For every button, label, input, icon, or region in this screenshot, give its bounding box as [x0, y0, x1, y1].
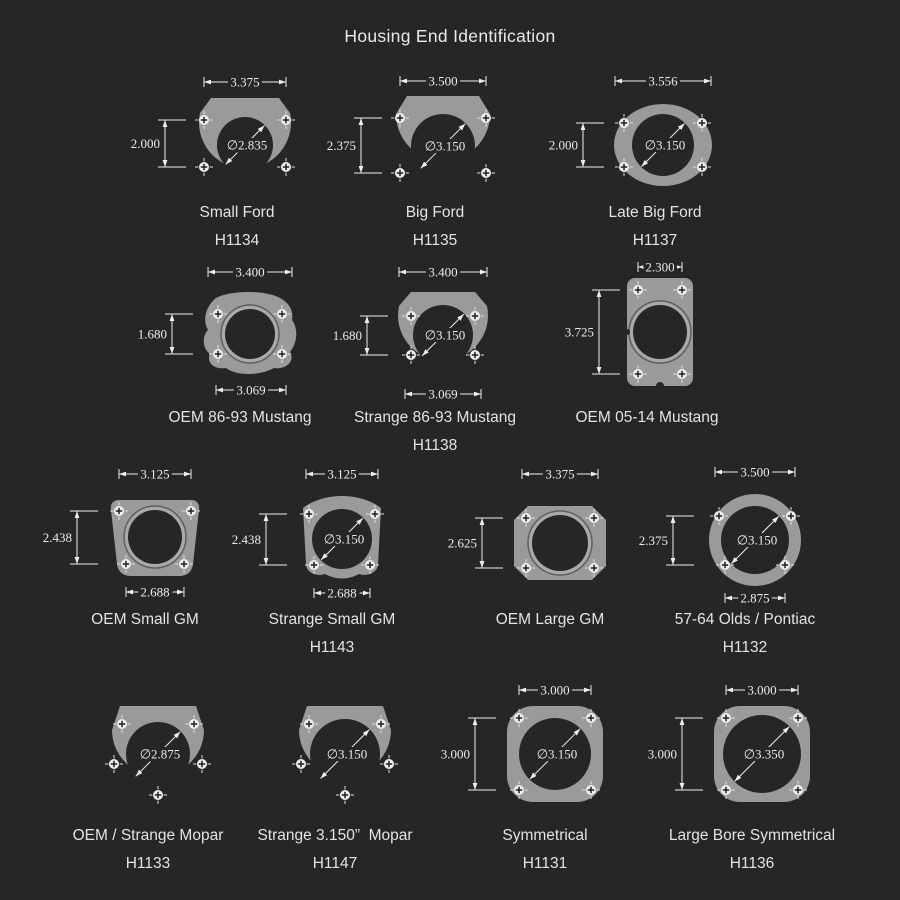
- housing-diagram-strange-86-93-mustang: [325, 258, 545, 408]
- dim-arrow: [791, 688, 798, 693]
- dim-label: 3.000: [647, 746, 677, 762]
- dim-arrow: [359, 118, 364, 125]
- dim-arrow: [400, 79, 407, 84]
- dim-arrow: [126, 590, 133, 595]
- housing-name: OEM / Strange Mopar: [72, 827, 224, 844]
- dim-arrow: [363, 591, 370, 596]
- dim-arrow: [75, 557, 80, 564]
- dim-label: 3.375: [230, 74, 260, 90]
- housing-name: OEM Small GM: [91, 611, 199, 628]
- dim-label: 2.688: [327, 585, 357, 601]
- housing-name: Small Ford: [199, 204, 275, 221]
- housing-card-symmetrical: [435, 678, 655, 874]
- dim-arrow: [638, 265, 645, 270]
- dim-left-height: [131, 120, 186, 167]
- housing-name: Strange 3.150” Mopar: [257, 827, 413, 844]
- dim-arrow: [399, 270, 406, 275]
- dim-label: 2.625: [447, 535, 477, 551]
- housing-diagram-oem-86-93-mustang: [130, 258, 350, 408]
- dim-bottom-width: [314, 586, 370, 601]
- housing-diagram-symmetrical: [435, 678, 655, 826]
- housing-card-strange-86-93-mustang: [325, 258, 545, 456]
- dim-label: 3.725: [564, 324, 594, 340]
- housing-diagram-oem-05-14-mustang: [537, 258, 757, 408]
- dim-arrow: [519, 688, 526, 693]
- dim-left-height: [441, 718, 496, 790]
- dim-arrow: [474, 392, 481, 397]
- dim-arrow: [184, 472, 191, 477]
- dim-arrow: [480, 518, 485, 525]
- dim-arrow: [177, 590, 184, 595]
- housing-diagram-olds-pontiac: [635, 460, 855, 610]
- housing-diagram-strange-small-gm: [222, 460, 442, 610]
- dim-arrow: [405, 392, 412, 397]
- housing-name: Strange Small GM: [268, 611, 396, 628]
- dim-label: ∅3.350: [743, 746, 785, 762]
- housing-code: H1131: [522, 855, 568, 872]
- dim-top-width: [208, 265, 292, 280]
- bolt-hole-icon: [149, 786, 167, 804]
- dim-arrow: [597, 290, 602, 297]
- dim-arrow: [581, 123, 586, 130]
- dim-label: 3.500: [428, 73, 458, 89]
- bolt-hole-icon: [193, 755, 211, 773]
- housing-code: H1133: [125, 855, 171, 872]
- housing-code: H1136: [729, 855, 775, 872]
- dim-arrow: [208, 270, 215, 275]
- dim-label: 3.125: [140, 466, 170, 482]
- dim-arrow: [365, 316, 370, 323]
- dim-arrow: [359, 166, 364, 173]
- housing-card-strange-mopar: [225, 678, 445, 874]
- dim-arrow: [778, 596, 785, 601]
- dim-arrow: [704, 79, 711, 84]
- dim-arrow: [279, 80, 286, 85]
- dim-label: 2.688: [140, 584, 170, 600]
- housing-diagram-strange-mopar: [225, 678, 445, 826]
- dim-arrow: [75, 511, 80, 518]
- housing-code: H1135: [412, 232, 458, 249]
- bolt-hole-icon: [277, 158, 295, 176]
- dim-top-width: [119, 467, 191, 482]
- bolt-hole-icon: [391, 164, 409, 182]
- dim-left-height: [138, 314, 193, 354]
- dim-arrow: [715, 470, 722, 475]
- dim-arrow: [480, 270, 487, 275]
- notch: [624, 329, 630, 335]
- dim-arrow: [522, 472, 529, 477]
- dim-left-height: [565, 290, 620, 374]
- dim-arrow: [479, 79, 486, 84]
- housing-card-late-big-ford: [545, 68, 765, 251]
- housing-card-oem-05-14-mustang: [537, 258, 757, 436]
- dim-arrow: [264, 514, 269, 521]
- dim-top-width: [400, 74, 486, 89]
- dim-arrow: [680, 783, 685, 790]
- dim-arrow: [615, 79, 622, 84]
- dim-top-width: [519, 683, 591, 698]
- housing-code: H1147: [312, 855, 358, 872]
- dim-label: ∅3.150: [424, 327, 466, 343]
- bolt-hole-icon: [380, 755, 398, 773]
- dim-arrow: [480, 561, 485, 568]
- dim-top-width: [399, 265, 487, 280]
- housing-diagram-late-big-ford: [545, 68, 765, 203]
- dim-arrow: [725, 596, 732, 601]
- dim-label: 3.400: [235, 264, 265, 280]
- dim-label: 2.875: [740, 590, 770, 606]
- housing-code: H1138: [412, 437, 458, 454]
- dim-arrow: [170, 347, 175, 354]
- dim-top-width: [615, 74, 711, 89]
- housing-card-oem-large-gm: [440, 460, 660, 638]
- dim-arrow: [306, 472, 313, 477]
- dim-left-height: [327, 118, 382, 173]
- bolt-hole-icon: [336, 786, 354, 804]
- housing-name: Strange 86-93 Mustang: [354, 409, 516, 426]
- bolt-hole-icon: [105, 755, 123, 773]
- dim-left-height: [549, 123, 604, 167]
- dim-top-width: [638, 260, 682, 275]
- dim-top-width: [715, 465, 795, 480]
- bolt-hole-icon: [292, 755, 310, 773]
- dim-label: 3.069: [236, 382, 266, 398]
- dim-left-height: [448, 518, 503, 568]
- dim-label: ∅2.835: [226, 137, 268, 153]
- bolt-hole-icon: [195, 158, 213, 176]
- dim-bottom-width: [126, 585, 184, 600]
- dim-arrow: [119, 472, 126, 477]
- dim-label: 3.000: [440, 746, 470, 762]
- dim-arrow: [788, 470, 795, 475]
- dim-label: 1.680: [137, 326, 167, 342]
- dim-label: ∅3.150: [644, 137, 686, 153]
- dim-label: ∅3.150: [424, 138, 466, 154]
- dim-arrow: [204, 80, 211, 85]
- dim-arrow: [671, 558, 676, 565]
- dim-label: 3.375: [545, 466, 575, 482]
- dim-label: 2.375: [638, 533, 668, 548]
- housing-card-olds-pontiac: [635, 460, 855, 658]
- dim-label: 3.500: [740, 464, 770, 480]
- dim-label: 3.069: [428, 386, 458, 402]
- dim-arrow: [671, 516, 676, 523]
- dim-label: ∅3.150: [326, 746, 368, 762]
- housing-name: Late Big Ford: [608, 204, 702, 221]
- housing-name: OEM 05-14 Mustang: [575, 409, 719, 426]
- dim-arrow: [163, 120, 168, 127]
- dim-arrow: [285, 270, 292, 275]
- housing-card-oem-86-93-mustang: [130, 258, 350, 436]
- housing-diagram-big-ford: [325, 68, 545, 203]
- dim-top-width: [726, 683, 798, 698]
- dim-label: 3.556: [648, 73, 678, 89]
- dim-label: 3.000: [540, 682, 570, 698]
- dim-arrow: [473, 718, 478, 725]
- dim-arrow: [675, 265, 682, 270]
- housing-code: H1137: [632, 232, 678, 249]
- housing-name: OEM Large GM: [495, 611, 605, 628]
- housing-code: H1132: [722, 639, 768, 656]
- dim-bottom-width: [216, 383, 286, 398]
- housing-diagram-oem-large-gm: [440, 460, 660, 610]
- bore: [225, 309, 275, 359]
- bore: [128, 510, 182, 564]
- dim-label: ∅3.150: [536, 746, 578, 762]
- housing-name: OEM 86-93 Mustang: [168, 409, 312, 426]
- dim-arrow: [473, 783, 478, 790]
- housing-name: 57-64 Olds / Pontiac: [674, 611, 816, 628]
- dim-arrow: [597, 367, 602, 374]
- dim-label: 2.375: [326, 138, 356, 153]
- dim-label: ∅3.150: [736, 532, 778, 548]
- housing-diagram-small-ford: [127, 68, 347, 203]
- dim-top-width: [306, 467, 378, 482]
- notch: [656, 382, 664, 390]
- dim-bottom-width: [405, 387, 481, 402]
- dim-label: ∅3.150: [323, 531, 365, 547]
- housing-code: H1134: [214, 232, 260, 249]
- dim-arrow: [584, 688, 591, 693]
- dim-arrow: [170, 314, 175, 321]
- dim-arrow: [680, 718, 685, 725]
- housing-name: Symmetrical: [502, 827, 588, 844]
- bore: [633, 305, 687, 359]
- dim-top-width: [204, 75, 286, 90]
- housing-code: H1143: [309, 639, 355, 656]
- dim-label: 2.000: [548, 137, 578, 153]
- page-title: Housing End Identification: [344, 26, 556, 46]
- dim-left-height: [333, 316, 388, 355]
- housing-name: Big Ford: [405, 204, 465, 221]
- dim-arrow: [264, 558, 269, 565]
- dim-arrow: [163, 160, 168, 167]
- housing-card-big-ford: [325, 68, 545, 251]
- dim-arrow: [726, 688, 733, 693]
- dim-left-height: [43, 511, 98, 564]
- dim-label: ∅2.875: [139, 746, 181, 762]
- dim-arrow: [279, 388, 286, 393]
- dim-left-height: [648, 718, 703, 790]
- dim-arrow: [365, 348, 370, 355]
- dim-arrow: [216, 388, 223, 393]
- dim-label: 2.300: [645, 259, 675, 275]
- dim-label: 2.000: [130, 136, 160, 151]
- dim-label: 3.400: [428, 264, 458, 280]
- dim-arrow: [581, 160, 586, 167]
- housing-card-strange-small-gm: [222, 460, 442, 658]
- housing-name: Large Bore Symmetrical: [668, 827, 836, 844]
- dim-arrow: [591, 472, 598, 477]
- dim-bottom-width: [725, 591, 785, 606]
- dim-label: 3.000: [747, 682, 777, 698]
- dim-arrow: [314, 591, 321, 596]
- dim-left-height: [639, 516, 694, 565]
- dim-label: 1.680: [332, 328, 362, 343]
- dim-top-width: [522, 467, 598, 482]
- dim-left-height: [232, 514, 287, 565]
- housing-card-large-bore-symmetrical: [642, 678, 862, 874]
- housing-diagram-large-bore-symmetrical: [642, 678, 862, 826]
- housing-card-small-ford: [127, 68, 347, 251]
- dim-label: 2.438: [42, 530, 72, 545]
- dim-label: 2.438: [231, 532, 261, 547]
- dim-label: 3.125: [327, 466, 357, 482]
- bolt-hole-icon: [477, 164, 495, 182]
- dim-arrow: [371, 472, 378, 477]
- bore: [532, 515, 588, 571]
